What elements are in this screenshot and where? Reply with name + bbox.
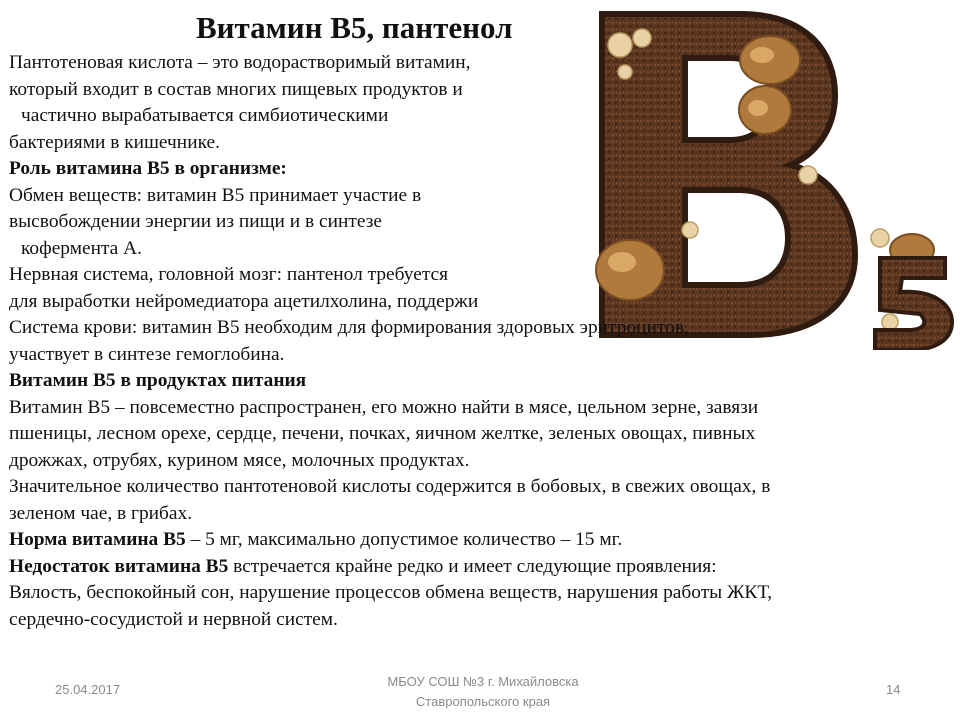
norm-line — [9, 527, 954, 554]
text-line: зеленом чае, в грибах. — [9, 502, 193, 524]
text-line: Витамин В5 – повсеместно распространен, его можно найти в мясе, цельном зерне, завязи — [9, 396, 759, 418]
text-line: Нервная система, головной мозг: пантенол требуется — [9, 264, 449, 285]
footer-school-line1: МБОУ СОШ №3 г. Михайловска — [387, 674, 579, 689]
text-line: кофермента А. — [21, 237, 142, 259]
text-line: участвует в синтезе гемоглобина. — [9, 343, 285, 365]
section-heading: Роль витамина В5 в организме: — [9, 158, 287, 179]
text-line: Значительное количество пантотеновой кислоты содержится в бобовых, в свежих овощах, в — [9, 476, 771, 497]
text-line: Обмен веществ: витамин В5 принимает участие в — [9, 184, 422, 206]
slide-number: 14 — [886, 682, 901, 697]
norm-label: Норма витамина В5 — [9, 529, 186, 550]
slide-title: Витамин В5, пантенол — [196, 10, 513, 45]
text-line: Пантотеновая кислота – это водорастворимый витамин, — [9, 52, 471, 73]
text-line: Вялость, беспокойный сон, нарушение процессов обмена веществ, нарушения работы ЖКТ, — [9, 582, 773, 603]
text-line: сердечно-сосудистой и нервной систем. — [9, 608, 338, 630]
text-line: для выработки нейромедиатора ацетилхолина, поддержи — [9, 290, 479, 312]
footer-school — [368, 672, 598, 712]
deficiency-line — [9, 554, 954, 581]
text-line: который входит в состав многих пищевых продуктов и — [9, 78, 463, 100]
deficiency-text: встречается крайне редко и имеет следующие проявления: — [228, 555, 717, 577]
text-line: высвобождении энергии из пищи и в синтезе — [9, 211, 382, 232]
deficiency-label: Недостаток витамина В5 — [9, 555, 229, 577]
footer-school-line2: Ставропольского края — [415, 694, 551, 709]
text-line: дрожжах, отрубях, курином мясе, молочных продуктах. — [9, 449, 470, 471]
section-heading: Витамин В5 в продуктах питания — [9, 370, 307, 391]
text-line: пшеницы, лесном орехе, сердце, печени, почках, яичном желтке, зеленых овощах, пивных — [9, 423, 756, 444]
text-line: Система крови: витамин В5 необходим для формирования здоровых эритроцитов, — [9, 317, 689, 338]
text-line: бактериями в кишечнике. — [9, 131, 220, 153]
slide-body-text — [9, 50, 954, 633]
text-line: частично вырабатывается симбиотическими — [21, 105, 389, 126]
norm-text: – 5 мг, максимально допустимое количество – 15 мг. — [185, 529, 623, 550]
footer-date: 25.04.2017 — [55, 682, 121, 697]
